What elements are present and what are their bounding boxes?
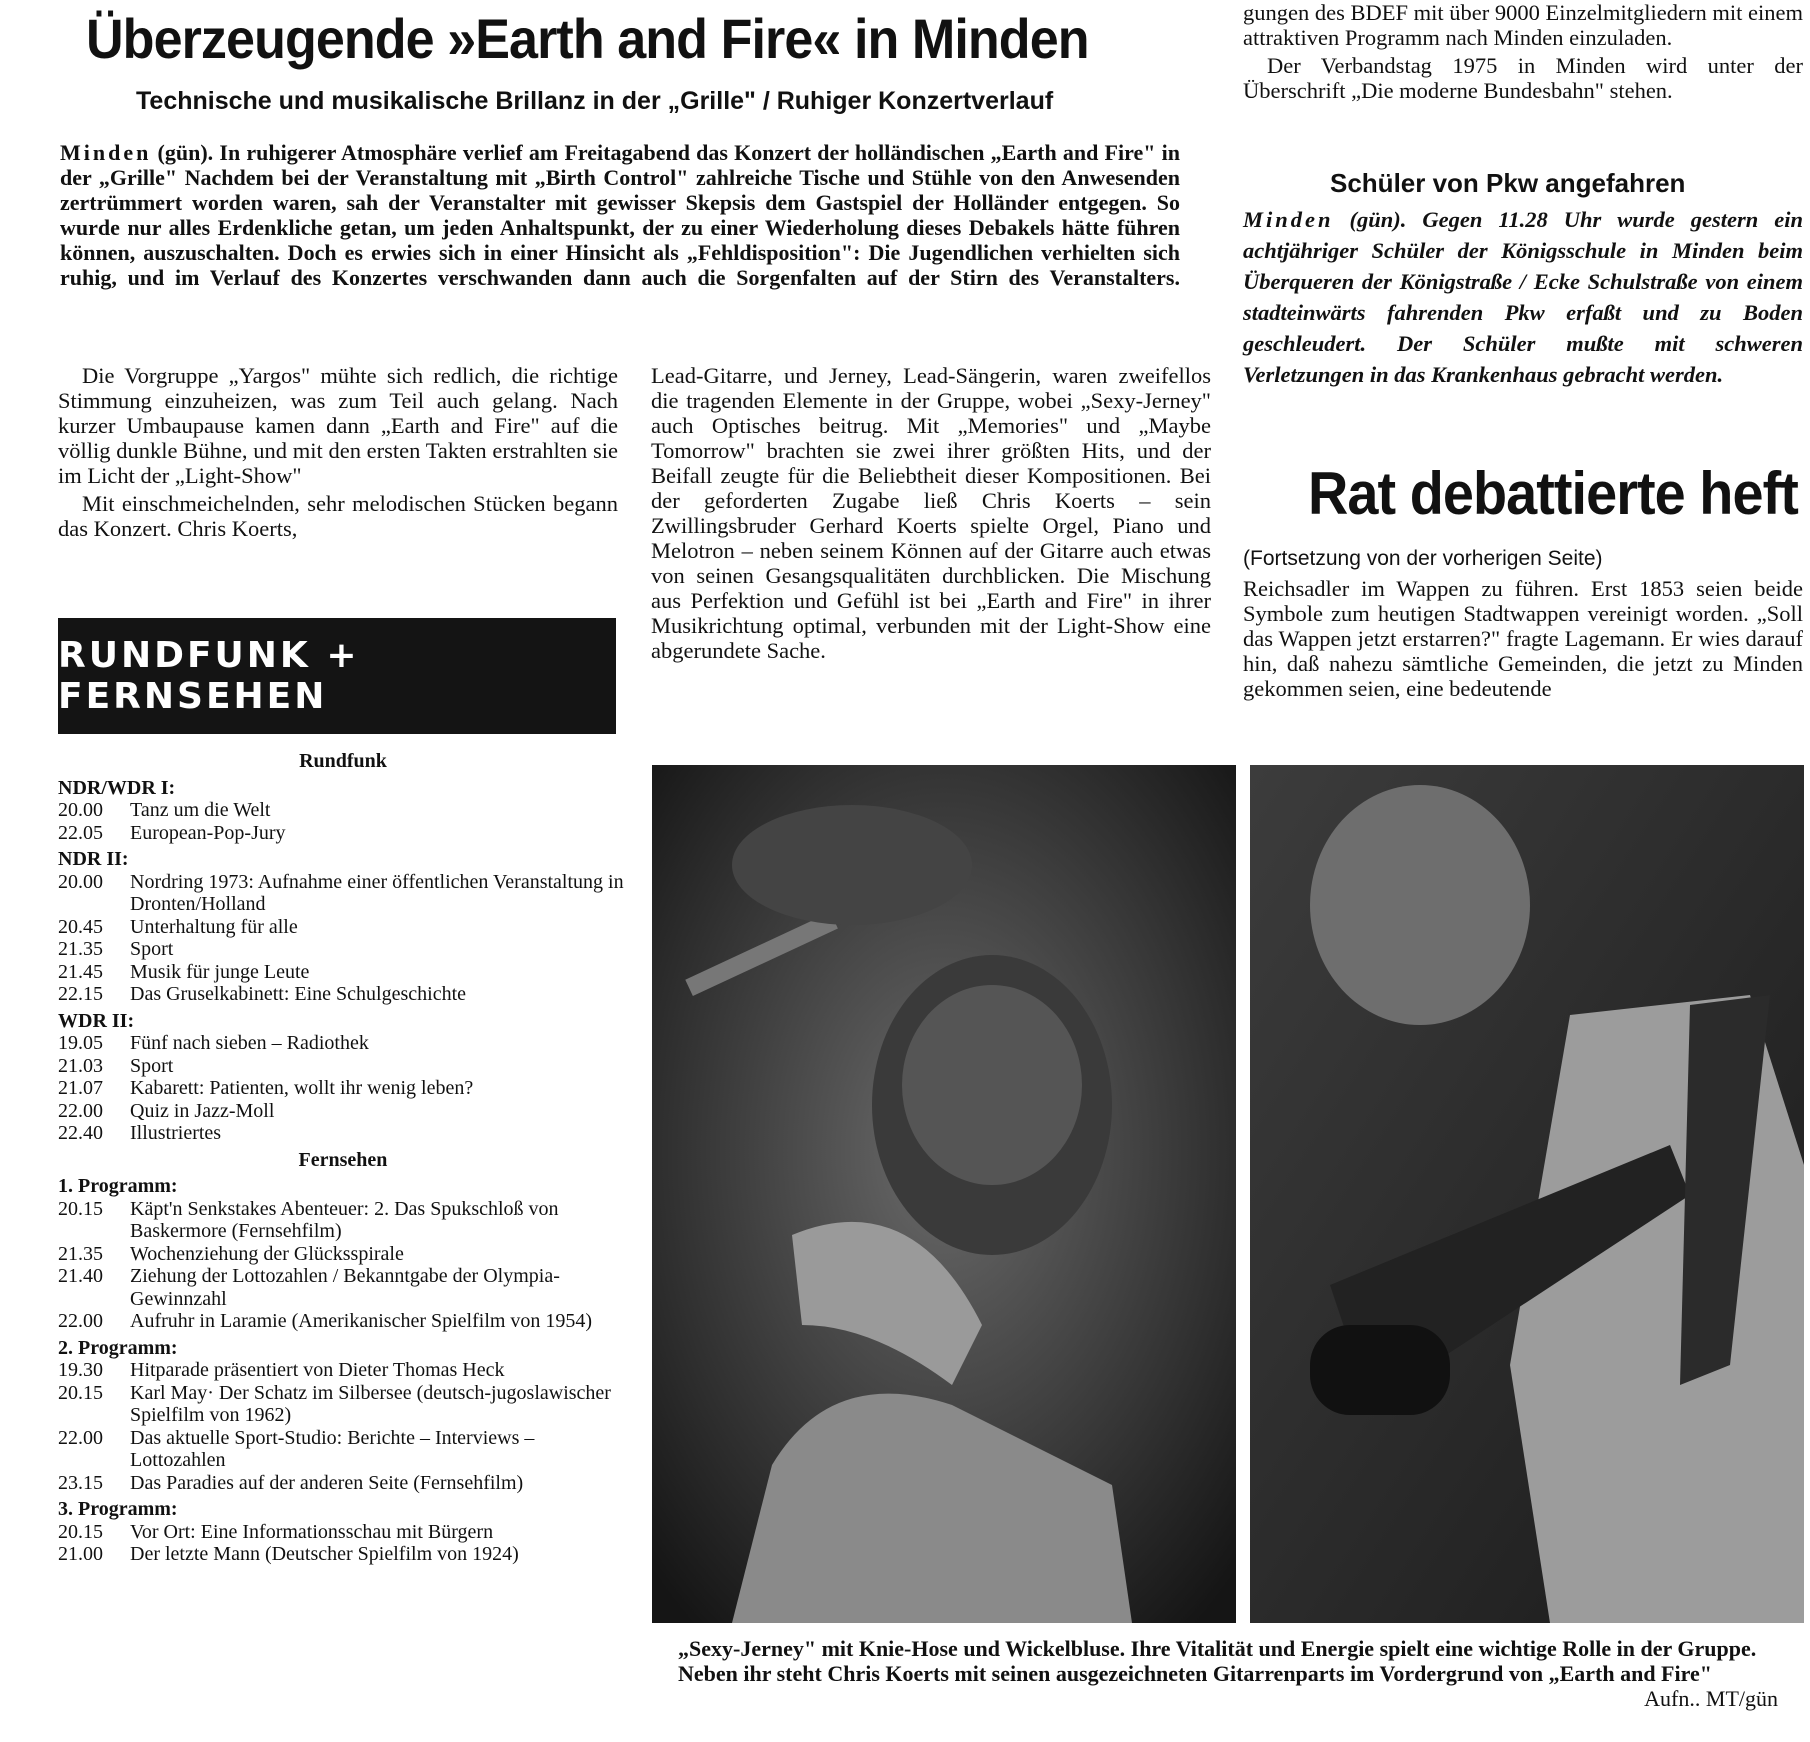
bdef-text: gungen des BDEF mit über 9000 Einzelmitgliedern mit einem attraktiven Programm nach Minden einzuladen. <box>1243 0 1803 50</box>
tv-programm-2: 2. Programm: <box>58 1336 178 1359</box>
schedule-row: 22.15 Das Gruselkabinett: Eine Schulgeschichte <box>58 983 467 1005</box>
col1-paragraph-2: Mit einschmeichelnden, sehr melodischen Stücken begann das Konzert. Chris Koerts, <box>58 491 618 541</box>
accident-article <box>1243 204 1803 390</box>
schedule-row: 21.40 Ziehung der Lottozahlen / Bekanntgabe der Olympia-Gewinnzahl <box>58 1265 560 1310</box>
schedule-row: 19.30 Hitparade präsentiert von Dieter Thomas Heck <box>58 1359 505 1381</box>
verbandstag-text: Der Verbandstag 1975 in Minden wird unter der Überschrift „Die moderne Bundesbahn" stehen. <box>1243 53 1803 103</box>
lead-text: (gün). In ruhigerer Atmosphäre verlief am Freitagabend das Konzert der holländischen „Earth and Fire" in der „Grille" Nachdem bei der Veranstaltung mit „Birth Control" zahlreiche Tische und Stühle von den Anwesenden zertrümmert worden waren, sah der Veranstalter mit gewisser Skepsis dem Gastspiel der Holländer entgegen. So wurde nur alles Erdenkliche getan, um jeden Anhaltspunkt, der zu einer Wiederholung dieses Debakels hätte führen können, auszuschalten. Doch es erwies sich in einer Hinsicht als „Fehldisposition": Die Jugendlichen verhielten sich ruhig, und im Verlauf des Konzertes verschwanden dann auch die Sorgenfalten auf der Stirn des Veranstalters. <box>60 140 1180 290</box>
caption-text: „Sexy-Jerney" mit Knie-Hose und Wickelbluse. Ihre Vitalität und Energie spielt eine wichtige Rolle in der Gruppe. Neben ihr steht Chris Koerts mit seinen ausgezeichneten Gitarrenparts im Vordergrund von „Earth and Fire" <box>678 1636 1757 1686</box>
accident-headline: Schüler von Pkw angefahren <box>1330 168 1686 198</box>
main-headline: Überzeugende »Earth and Fire« in Minden <box>86 7 1089 70</box>
broadcast-schedule <box>58 750 628 1566</box>
article-column-2 <box>651 363 1211 663</box>
rat-article <box>1243 576 1803 701</box>
tv-programm-1: 1. Programm: <box>58 1175 178 1197</box>
rat-text: Reichsadler im Wappen zu führen. Erst 1853 seien beide Symbole zum heutigen Stadtwappen vereinigt worden. „Soll das Wappen jetzt erstarren?" fragte Lagemann. Er wies darauf hin, daß nahezu sämtliche Gemeinden, die jetzt zu Minden gekommen seien, eine bedeutende <box>1243 576 1803 701</box>
concert-photo-guitarist <box>1250 765 1804 1623</box>
station-ndr-wdr1: NDR/WDR I: <box>58 776 176 799</box>
fernsehen-title: Fernsehen <box>298 1148 388 1171</box>
schedule-row: 22.05 European-Pop-Jury <box>58 821 286 844</box>
rat-headline: Rat debattierte heft <box>1308 460 1798 527</box>
schedule-row: 22.00 Das aktuelle Sport-Studio: Berichte – Interviews – Lottozahlen <box>58 1426 535 1471</box>
schedule-row: 20.45 Unterhaltung für alle <box>58 915 298 938</box>
schedule-row: 20.00 Nordring 1973: Aufnahme einer öffentlichen Veranstaltung in Dronten/Holland <box>58 870 624 915</box>
schedule-row: 23.15 Das Paradies auf der anderen Seite (Fernsehfilm) <box>58 1471 524 1494</box>
schedule-row: 20.15 Vor Ort: Eine Informationsschau mit Bürgern <box>58 1520 494 1543</box>
schedule-row: 20.15 Käpt'n Senkstakes Abenteuer: 2. Das Spukschloß von Baskermore (Fernsehfilm) <box>58 1197 559 1242</box>
schedule-row: 21.07 Kabarett: Patienten, wollt ihr wenig leben? <box>58 1077 474 1099</box>
col2-paragraph-1: Lead-Gitarre, und Jerney, Lead-Sängerin, waren zweifellos die tragenden Elemente in der Gruppe, wobei „Sexy-Jerney" auch Optisches beitrug. Mit „Memories" und „Maybe Tomorrow" brachten sie zwei ihrer größten Hits, und der Beifall zeugte für die Beliebtheit dieser Kompositionen. Bei der geforderten Zugabe ließ Chris Koerts – sein Zwillingsbruder Gerhard Koerts spielte Orgel, Piano und Melotron – neben seinem Können auf der Gitarre auch etwas von seinen Gesangsqualitäten durchblicken. Die Mischung aus Perfektion und Gefühl ist bei „Earth and Fire" in ihrer Musikrichtung optimal, verbunden mit der Light-Show eine abgerundete Sache. <box>651 363 1211 663</box>
sub-headline: Technische und musikalische Brillanz in der „Grille" / Ruhiger Konzertverlauf <box>136 87 1054 115</box>
schedule-row: 21.45 Musik für junge Leute <box>58 960 310 983</box>
station-wdr2: WDR II: <box>58 1009 135 1032</box>
accident-place: Minden <box>1243 207 1334 232</box>
lead-place: Minden <box>60 140 152 165</box>
schedule-row: 21.03 Sport <box>58 1054 174 1077</box>
rundfunk-title: Rundfunk <box>299 750 387 772</box>
lead-paragraph <box>60 140 1180 290</box>
photo-caption <box>678 1636 1778 1711</box>
rat-continuation: (Fortsetzung von der vorherigen Seite) <box>1243 547 1603 570</box>
tv-programm-3: 3. Programm: <box>58 1498 178 1520</box>
article-column-1 <box>58 363 618 541</box>
accident-text: (gün). Gegen 11.28 Uhr wurde gestern ein achtjähriger Schüler der Königsschule in Minden beim Überqueren der Königstraße / Ecke Schulstraße von einem stadteinwärts fahrenden Pkw erfaßt und zu Boden geschleudert. Der Schüler mußte mit schweren Verletzungen in das Krankenhaus gebracht werden. <box>1243 207 1803 387</box>
schedule-row: 22.00 Quiz in Jazz-Moll <box>58 1099 275 1122</box>
schedule-row: 22.00 Aufruhr in Laramie (Amerikanischer Spielfilm von 1954) <box>58 1310 593 1332</box>
schedule-row: 20.15 Karl May· Der Schatz im Silbersee (deutsch-jugoslawischer Spielfilm von 1962) <box>58 1381 611 1426</box>
radio-tv-banner: RUNDFUNK + FERNSEHEN <box>58 618 616 734</box>
photo-credit: Aufn.. MT/gün <box>1644 1686 1778 1711</box>
schedule-row: 21.00 Der letzte Mann (Deutscher Spielfilm von 1924) <box>58 1543 519 1565</box>
schedule-row: 19.05 Fünf nach sieben – Radiothek <box>58 1032 369 1054</box>
schedule-row: 21.35 Wochenziehung der Glücksspirale <box>58 1242 404 1265</box>
schedule-row: 21.35 Sport <box>58 938 174 960</box>
schedule-row: 20.00 Tanz um die Welt <box>58 799 271 821</box>
col1-paragraph-1: Die Vorgruppe „Yargos" mühte sich redlich, die richtige Stimmung einzuheizen, was zum Teil auch gelang. Nach kurzer Umbaupause kamen dann „Earth and Fire" auf die völlig dunkle Bühne, und mit den ersten Takten erstrahlten sie im Licht der „Light-Show" <box>58 363 618 488</box>
station-ndr2: NDR II: <box>58 848 129 870</box>
guitarist-photo-graphic <box>1250 765 1804 1623</box>
right-column-top <box>1243 0 1803 103</box>
schedule-row: 22.40 Illustriertes <box>58 1122 222 1144</box>
concert-photo-singer <box>652 765 1236 1623</box>
singer-photo-graphic <box>652 765 1236 1623</box>
